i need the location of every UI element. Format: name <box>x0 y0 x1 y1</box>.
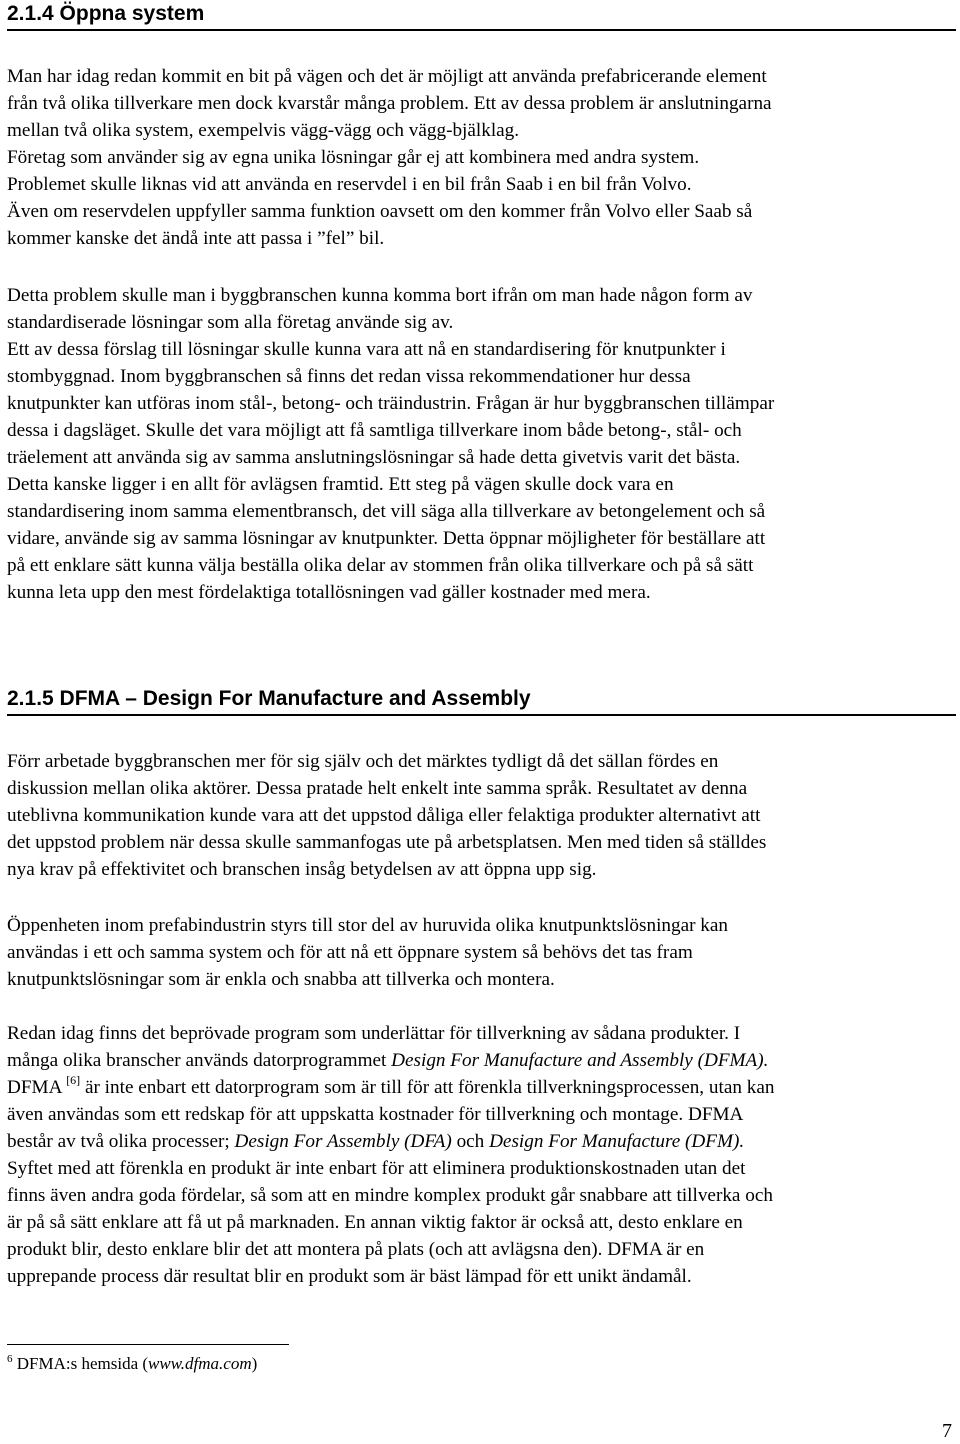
text-line: knutpunktslösningar som är enkla och snabba att tillverka och montera. <box>7 969 555 990</box>
text-line: upprepande process där resultat blir en produkt som är bäst lämpad för ett unikt ändamål. <box>7 1266 692 1287</box>
footnote-separator <box>7 1344 289 1345</box>
text-line: kunna leta upp den mest fördelaktiga totallösningen vad gäller kostnader med mera. <box>7 582 651 603</box>
text-line: standardiserade lösningar som alla företag använde sig av. <box>7 312 454 333</box>
text-line: även användas som ett redskap för att uppskatta kostnader för tillverkning och montage. DFMA <box>7 1104 744 1125</box>
text-line: finns även andra goda fördelar, så som att en mindre komplex produkt går snabbare att tillverka och <box>7 1185 773 1206</box>
text-run: och <box>451 1131 490 1152</box>
text-line: träelement att använda sig av samma anslutningslösningar så hade detta givetvis varit det bästa. <box>7 447 741 468</box>
text-run: DFMA <box>7 1077 67 1098</box>
paragraph-dfma-history <box>7 748 953 883</box>
text-line: Detta kanske ligger i en allt för avlägsen framtid. Ett steg på vägen skulle dock vara en <box>7 474 674 495</box>
text-line: kommer kanske det ändå inte att passa i ”fel” bil. <box>7 228 385 249</box>
text-line: på ett enklare sätt kunna välja beställa olika delar av stommen från olika tillverkare och på så sätt <box>7 555 754 576</box>
text-line: knutpunkter kan utföras inom stål-, betong- och träindustrin. Frågan är hur byggbranschen tillämpar <box>7 393 775 414</box>
text-line: Förr arbetade byggbranschen mer för sig själv och det märktes tydligt då det sällan fördes en <box>7 751 719 772</box>
section-heading-2-1-4: 2.1.4 Öppna system <box>7 0 956 31</box>
text-line: produkt blir, desto enklare blir det att montera på plats (och att avlägsna den). DFMA är en <box>7 1239 705 1260</box>
text-line: vidare, använde sig av samma lösningar av knutpunkter. Detta öppnar möjligheter för beställare att <box>7 528 766 549</box>
text-run: många olika branscher används datorprogrammet <box>7 1050 392 1071</box>
text-line: är på så sätt enklare att få ut på marknaden. En annan viktig faktor är också att, desto enklare en <box>7 1212 743 1233</box>
footnote-text: DFMA:s hemsida ( <box>12 1354 149 1373</box>
text-line: stombyggnad. Inom byggbranschen så finns det redan vissa rekommendationer hur dessa <box>7 366 691 387</box>
text-line: Redan idag finns det beprövade program som underlättar för tillverkning av sådana produkter. I <box>7 1023 741 1044</box>
italic-dfa: Design For Assembly (DFA) <box>234 1131 452 1152</box>
text-line: dessa i dagsläget. Skulle det vara möjligt att få samtliga tillverkare inom både betong-, stål- och <box>7 420 742 441</box>
text-line: användas i ett och samma system och för att nå ett öppnare system så behövs det tas fram <box>7 942 693 963</box>
paragraph-openness <box>7 912 953 993</box>
text-line <box>7 1074 953 1101</box>
paragraph-standardization <box>7 282 953 606</box>
text-line: mellan två olika system, exempelvis vägg-vägg och vägg-bjälklag. <box>7 120 520 141</box>
footnote-marker: 6 <box>7 1353 13 1365</box>
text-line: Problemet skulle liknas vid att använda en reservdel i en bil från Saab i en bil från Volvo. <box>7 174 692 195</box>
text-line: Man har idag redan kommit en bit på vägen och det är möjligt att använda prefabricerande element <box>7 66 767 87</box>
page-number: 7 <box>942 1420 952 1442</box>
text-line: Ett av dessa förslag till lösningar skulle kunna vara att nå en standardisering för knutpunkter i <box>7 339 726 360</box>
text-line <box>7 1128 953 1155</box>
text-line: från två olika tillverkare men dock kvarstår många problem. Ett av dessa problem är anslutningarna <box>7 93 772 114</box>
text-line: diskussion mellan olika aktörer. Dessa pratade helt enkelt inte samma språk. Resultatet av denna <box>7 778 748 799</box>
footnote-text-end: ) <box>251 1354 258 1373</box>
text-line <box>7 1047 953 1074</box>
text-run: är inte enbart ett datorprogram som är till för att förenkla tillverkningsprocessen, utan kan <box>80 1077 775 1098</box>
italic-dfm: Design For Manufacture (DFM). <box>489 1131 745 1152</box>
text-run: består av två olika processer; <box>7 1131 235 1152</box>
text-line: uteblivna kommunikation kunde vara att det uppstod dåliga eller felaktiga produkter alternativt att <box>7 805 761 826</box>
section-heading-2-1-5: 2.1.5 DFMA – Design For Manufacture and Assembly <box>7 685 956 716</box>
text-line: Detta problem skulle man i byggbranschen kunna komma bort ifrån om man hade någon form av <box>7 285 753 306</box>
text-line: Även om reservdelen uppfyller samma funktion oavsett om den kommer från Volvo eller Saab så <box>7 201 753 222</box>
text-line: standardisering inom samma elementbransch, det vill säga alla tillverkare av betongelement och så <box>7 501 766 522</box>
footnote-link[interactable]: www.dfma.com <box>148 1354 252 1373</box>
paragraph-dfma-program <box>7 1020 953 1290</box>
text-line: Syftet med att förenkla en produkt är inte enbart för att eliminera produktionskostnaden utan det <box>7 1158 746 1179</box>
footnote <box>7 1352 257 1376</box>
italic-program-name: Design For Manufacture and Assembly (DFMA). <box>391 1050 769 1071</box>
text-line: Företag som använder sig av egna unika lösningar går ej att kombinera med andra system. <box>7 147 700 168</box>
text-line: Öppenheten inom prefabindustrin styrs till stor del av huruvida olika knutpunktslösningar kan <box>7 915 729 936</box>
footnote-reference[interactable]: [6] <box>66 1073 81 1087</box>
text-line: nya krav på effektivitet och branschen insåg betydelsen av att öppna upp sig. <box>7 859 597 880</box>
text-line: det uppstod problem när dessa skulle sammanfogas ute på arbetsplatsen. Men med tiden så ställdes <box>7 832 767 853</box>
paragraph-open-systems-intro <box>7 63 953 252</box>
